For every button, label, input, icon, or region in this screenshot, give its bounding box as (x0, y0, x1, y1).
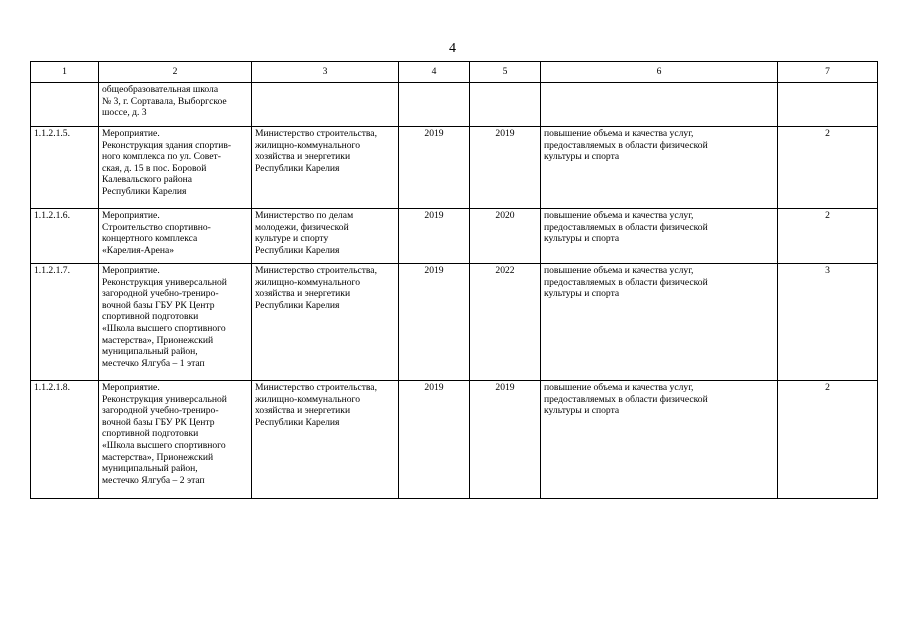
cell-name: Мероприятие. Реконструкция универсальной загородной учебно-трениро- вочной базы ГБУ РК Центр спортивной подготовки «Школа высшего спортивного мастерства», Прионежский муниципальный район, местечко Ялгуба – 1 этап (99, 264, 252, 381)
cell-end-year: 2019 (470, 381, 541, 499)
cell-executor: Министерство по делам молодежи, физической культуре и спорту Республики Карелия (252, 209, 399, 264)
cell-executor: Министерство строительства, жилищно-коммунального хозяйства и энергетики Республики Карелия (252, 264, 399, 381)
cell-executor: Министерство строительства, жилищно-коммунального хозяйства и энергетики Республики Карелия (252, 127, 399, 209)
cell-name: Мероприятие. Реконструкция универсальной загородной учебно-трениро- вочной базы ГБУ РК Центр спортивной подготовки «Школа высшего спортивного мастерства», Прионежский муниципальный район, местечко Ялгуба – 2 этап (99, 381, 252, 499)
column-header: 2 (99, 62, 252, 83)
cell-result: повышение объема и качества услуг, предоставляемых в области физической культуры и спорта (541, 264, 778, 381)
table-row (31, 264, 878, 381)
cell-result (541, 83, 778, 127)
cell-code: 1.1.2.1.7. (31, 264, 99, 381)
cell-start-year: 2019 (399, 209, 470, 264)
column-header: 4 (399, 62, 470, 83)
cell-code: 1.1.2.1.5. (31, 127, 99, 209)
cell-value: 3 (778, 264, 878, 381)
cell-name: общеобразовательная школа № 3, г. Сортавала, Выборгское шоссе, д. 3 (99, 83, 252, 127)
cell-result: повышение объема и качества услуг, предоставляемых в области физической культуры и спорта (541, 381, 778, 499)
cell-name: Мероприятие. Строительство спортивно- концертного комплекса «Карелия-Арена» (99, 209, 252, 264)
table-row (31, 381, 878, 499)
table-row (31, 127, 878, 209)
column-header: 6 (541, 62, 778, 83)
page-number: 4 (449, 41, 456, 56)
cell-executor (252, 83, 399, 127)
cell-code: 1.1.2.1.8. (31, 381, 99, 499)
cell-start-year: 2019 (399, 381, 470, 499)
cell-value: 2 (778, 127, 878, 209)
cell-executor: Министерство строительства, жилищно-коммунального хозяйства и энергетики Республики Карелия (252, 381, 399, 499)
column-header: 5 (470, 62, 541, 83)
cell-value: 2 (778, 209, 878, 264)
column-header: 3 (252, 62, 399, 83)
cell-start-year (399, 83, 470, 127)
cell-result: повышение объема и качества услуг, предоставляемых в области физической культуры и спорта (541, 127, 778, 209)
cell-end-year: 2020 (470, 209, 541, 264)
cell-value (778, 83, 878, 127)
column-header: 7 (778, 62, 878, 83)
cell-end-year: 2019 (470, 127, 541, 209)
cell-name: Мероприятие. Реконструкция здания спортив- ного комплекса по ул. Совет- ская, д. 15 в пос. Боровой Калевальского района Республики Карелия (99, 127, 252, 209)
cell-end-year: 2022 (470, 264, 541, 381)
cell-result: повышение объема и качества услуг, предоставляемых в области физической культуры и спорта (541, 209, 778, 264)
header-row (31, 62, 878, 83)
column-header: 1 (31, 62, 99, 83)
table-row (31, 83, 878, 127)
cell-code: 1.1.2.1.6. (31, 209, 99, 264)
cell-end-year (470, 83, 541, 127)
cell-start-year: 2019 (399, 127, 470, 209)
cell-code (31, 83, 99, 127)
cell-start-year: 2019 (399, 264, 470, 381)
table-row (31, 209, 878, 264)
program-table (30, 61, 878, 499)
cell-value: 2 (778, 381, 878, 499)
